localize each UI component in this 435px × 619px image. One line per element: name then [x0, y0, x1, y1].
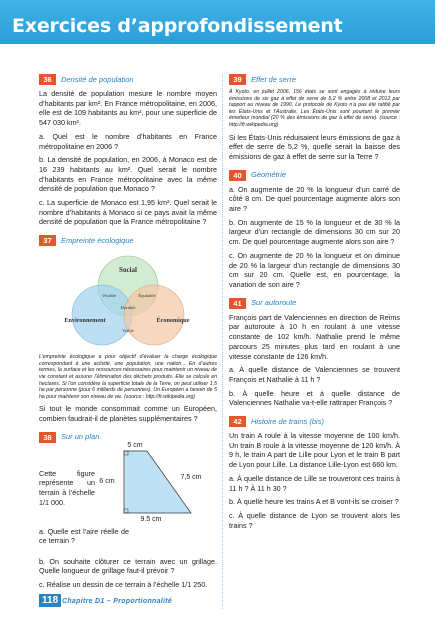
question-b: b. La densité de population, en 2006, à Monaco est de 16 239 habitants au km². Quel serait le nombre d’habitants en France métropolitaine avec la même densité de population que Monaco ?	[39, 155, 217, 194]
exercise-number: 36	[39, 74, 56, 85]
label-left-side: 6 cm	[99, 477, 115, 485]
venn-svg	[39, 250, 217, 350]
venn-label-environment: Environnement	[64, 317, 106, 325]
exercise-title: Géométrie	[251, 170, 287, 180]
exercise-title: Densité de population	[61, 74, 134, 84]
exercise-title: Effet de serre	[251, 74, 297, 84]
label-bottom-side: 9,5 cm	[140, 515, 162, 521]
exercise-text: Un train A roule à la vitesse moyenne de 100 km/h. Un train B roule à la vitesse moyenne de 120 km/h. À 9 h, le train A part de Lille pour Lyon et le train B part de Lyon pour Lille. La distance Lille-Lyon est 660 km.	[229, 431, 400, 470]
plan-figure-block	[39, 441, 217, 557]
venn-label-equitable: Équitable	[138, 293, 156, 299]
exercise-37-header	[39, 235, 217, 246]
exercise-number: 37	[39, 235, 56, 246]
exercise-41-header	[229, 298, 400, 309]
trapezoid-figure	[99, 439, 219, 521]
venn-label-viable: Viable	[122, 328, 134, 334]
question-c: c. La superficie de Monaco est 1,95 km². Quel serait le nombre d’habitants à Monaco si ce pays avait la même densité de population que la France métropolitaine ?	[39, 198, 217, 227]
exercise-number: 38	[39, 432, 56, 443]
question-a: a. Quelle est l’aire réelle de ce terrain ?	[39, 526, 129, 546]
exercise-number: 41	[229, 298, 246, 309]
page-header	[0, 0, 435, 44]
question-a: a. À quelle distance de Valenciennes se trouvent François et Nathalie à 11 h ?	[229, 365, 400, 384]
label-top-side: 5 cm	[127, 441, 143, 449]
question-b: b. On souhaite clôturer ce terrain avec un grillage. Quelle longueur de grillage faut-il prévoir ?	[39, 556, 217, 576]
question-b: b. On augmente de 15 % la longueur et de 30 % la largeur d’un rectangle de dimensions 30 cm sur 20 cm. De quel pourcentage augmente alors son aire ?	[229, 217, 400, 247]
right-column	[229, 74, 400, 534]
exercise-36-header	[39, 74, 217, 85]
left-column	[39, 74, 217, 594]
venn-label-social: Social	[119, 266, 137, 275]
question: Si tout le monde consommait comme un Européen, combien faudrait-il de planètes supplémentaires ?	[39, 404, 217, 423]
exercise-text: La densité de population mesure le nombre moyen d’habitants par km². En France métropolitaine, en 2006, elle est de 109 habitants au km², pour une superficie de 547 030 km².	[39, 89, 217, 128]
question-c: c. On augmente de 20 % la longueur et on diminue de 20 % la largeur d’un rectangle de dimensions 30 cm sur 20 cm. Quelle est, en pourcentage, la variation de son aire ?	[229, 250, 400, 289]
chapter-footer: Chapitre D1 – Proportionnalité	[62, 598, 173, 605]
question-a: a. À quelle distance de Lille se trouveront ces trains à 11 h ? À 11 h 30 ?	[229, 473, 400, 493]
question-a: a. On augmente de 20 % la longueur d’un carré de côté 8 cm. De quel pourcentage augmente alors son aire ?	[229, 184, 400, 214]
column-separator	[222, 74, 223, 609]
sustainability-venn-diagram	[39, 250, 217, 350]
exercise-text: Cette figure représente un terrain à l’échelle 1/1 000.	[39, 468, 95, 507]
exercise-number: 42	[229, 416, 246, 427]
exercise-caption: L’empreinte écologique a pour objectif d’évaluer la charge écologique correspondant à une activité, une population, une nation... En d’autres termes, la surface et les ressources nécessaires pour maintenir un niveau de vie constant et assurer l’élimination des déchets produits. Elle se calcule en hectares. Si l’on considère la superficie totale de la Terre, on peut utiliser 1,5 ha par personne (pour 6 milliards de personnes). Un Européen a besoin de 5 ha pour maintenir son niveau de vie. (source : http://fr.wikipedia.org)	[39, 354, 217, 400]
exercise-title: Histoire de trains (bis)	[251, 416, 324, 426]
page-number: 118	[39, 594, 61, 607]
venn-label-durable: Durable	[120, 305, 136, 311]
exercise-title: Empreinte écologique	[61, 235, 134, 245]
page-title: Exercices d’approfondissement	[12, 15, 343, 37]
exercise-number: 40	[229, 170, 246, 181]
exercise-title: Sur autoroute	[251, 298, 297, 308]
exercise-42-header	[229, 416, 400, 427]
question-c: c. À quelle distance de Lyon se trouvent alors les trains ?	[229, 510, 400, 530]
exercise-title: Sur un plan	[61, 432, 100, 442]
exercise-text: François part de Valenciennes en direction de Reims par autoroute à 10 h en roulant à une vitesse constante de 102 km/h. Nathalie prend le même parcours 25 minutes plus tard en roulant à une vitesse constante de 126 km/h.	[229, 312, 400, 361]
label-slanted-side: 7,5 cm	[180, 473, 202, 481]
exercise-40-header	[229, 170, 400, 181]
question-b: b. À quelle heure et à quelle distance de Valenciennes Nathalie va-t-elle rattraper François ?	[229, 388, 400, 408]
exercise-number: 39	[229, 74, 246, 85]
exercise-39-header	[229, 74, 400, 85]
venn-label-economic: Économique	[156, 317, 190, 325]
venn-label-vivable: Vivable	[102, 293, 116, 299]
terrain-shape	[124, 451, 191, 513]
question-c: c. Réalise un dessin de ce terrain à l’échelle 1/1 250.	[39, 580, 208, 590]
question-a: a. Quel est le nombre d’habitants en France métropolitaine en 2006 ?	[39, 131, 217, 151]
question-b: b. À quelle heure les trains A et B vont-ils se croiser ?	[229, 497, 399, 507]
exercise-caption: À Kyoto, en juillet 2006, 156 états se sont engagés à réduire leurs émissions de six gaz à effet de serre de 5,2 % entre 2008 et 2012 par rapport au niveau de 1990. Le protocole de Kyoto n’a pas été ratifié par les États-Unis et l’Australie. Les États-Unis sont pourtant le premier émetteur mondial (20 % des émissions de gaz à effet de serre). (source : http://fr.wikipedia.org)	[229, 89, 400, 128]
question: Si les États-Unis réduisaient leurs émissions de gaz à effet de serre de 5,2 %, quelle serait la baisse des émissions de gaz à effet de serre sur la Terre ?	[229, 132, 400, 161]
